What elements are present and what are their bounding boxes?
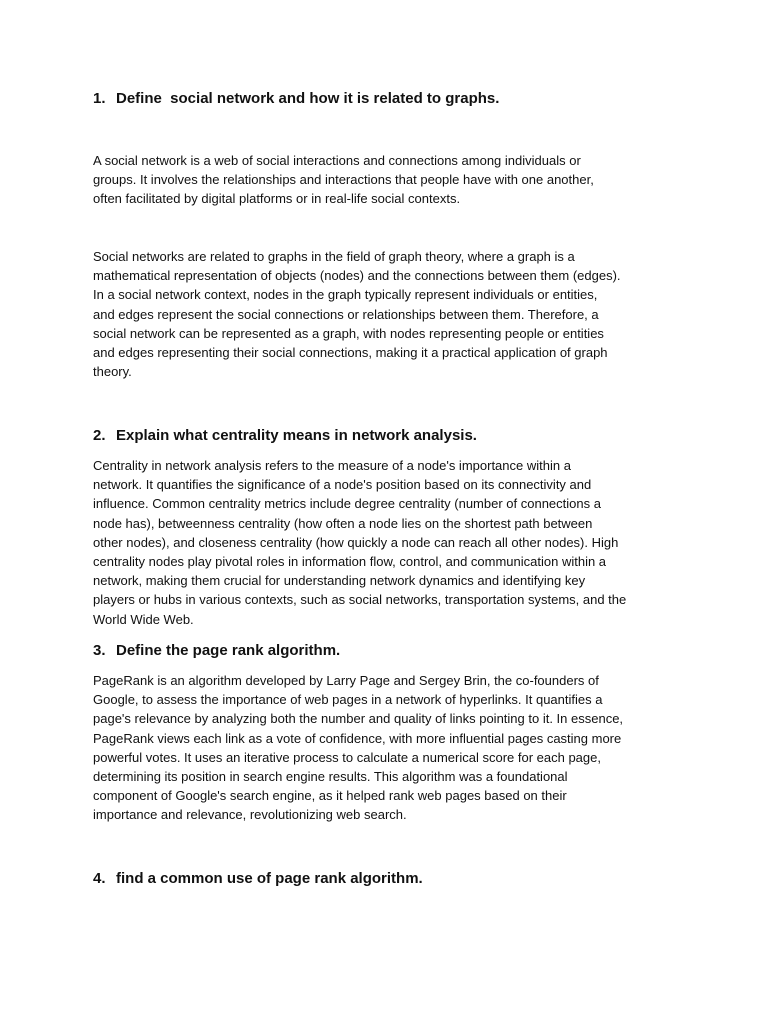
text-line: centrality nodes play pivotal roles in information flow, control, and communication within a [93, 554, 607, 570]
text-line: groups. It involves the relationships and interactions that people have with one another, [93, 172, 594, 188]
text-line: and edges representing their social connections, making it a practical application of graph [93, 345, 608, 361]
text-line: powerful votes. It uses an iterative process to calculate a numerical score for each page, [93, 749, 601, 765]
question-3-text: Define the page rank algorithm. [116, 642, 341, 659]
text-line: PageRank views each link as a vote of confidence, with more influential pages casting more [93, 730, 622, 746]
question-1-heading [93, 89, 693, 109]
section-1-paragraph-1 [93, 151, 683, 209]
question-4-number: 4. [93, 870, 106, 887]
text-line: other nodes), and closeness centrality (how quickly a node can reach all other nodes). High [93, 534, 619, 550]
question-2-number: 2. [93, 427, 106, 444]
section-2-paragraph-1 [93, 456, 683, 629]
text-line: determining its position in search engine results. This algorithm was a foundational [93, 769, 568, 785]
text-line: Social networks are related to graphs in the field of graph theory, where a graph is a [93, 249, 575, 264]
question-2-text: Explain what centrality means in network analysis. [116, 427, 477, 444]
question-1-text: Define social network and how it is related to graphs. [116, 90, 500, 107]
text-line: influence. Common centrality metrics include degree centrality (number of connections a [93, 496, 601, 512]
text-line: mathematical representation of objects (nodes) and the connections between them (edges). [93, 268, 621, 284]
text-line: theory. [93, 364, 132, 380]
text-line: Google, to assess the importance of web pages in a network of hyperlinks. It quantifies a [93, 692, 603, 708]
text-line: A social network is a web of social interactions and connections among individuals or [93, 153, 581, 168]
text-line: World Wide Web. [93, 611, 194, 627]
text-line: often facilitated by digital platforms or in real-life social contexts. [93, 191, 461, 207]
text-line: node has), betweenness centrality (how often a node lies on the shortest path between [93, 515, 593, 531]
question-3-number: 3. [93, 642, 106, 659]
text-line: network, making them crucial for understanding network dynamics and identifying key [93, 573, 586, 589]
text-line: page's relevance by analyzing both the number and quality of links pointing to it. In essence, [93, 711, 624, 727]
text-line: social network can be represented as a graph, with nodes representing people or entities [93, 325, 604, 341]
text-line: network. It quantifies the significance of a node's position based on its connectivity and [93, 477, 592, 493]
question-4-heading [93, 869, 693, 889]
section-1-paragraph-2 [93, 247, 683, 381]
question-3-heading [93, 641, 693, 661]
text-line: component of Google's search engine, as it helped rank web pages based on their [93, 788, 567, 804]
question-1-number: 1. [93, 90, 106, 107]
text-line: In a social network context, nodes in the graph typically represent individuals or entities, [93, 287, 598, 303]
question-2-heading [93, 426, 693, 446]
section-3-paragraph-1 [93, 671, 683, 825]
text-line: and edges represent the social connections or relationships between them. Therefore, a [93, 306, 599, 322]
question-4-text: find a common use of page rank algorithm. [116, 870, 423, 887]
text-line: PageRank is an algorithm developed by Larry Page and Sergey Brin, the co-founders of [93, 673, 599, 688]
text-line: importance and relevance, revolutionizing web search. [93, 807, 407, 823]
text-line: players or hubs in various contexts, such as social networks, transportation systems, and the [93, 592, 627, 608]
text-line: Centrality in network analysis refers to the measure of a node's importance within a [93, 458, 571, 473]
